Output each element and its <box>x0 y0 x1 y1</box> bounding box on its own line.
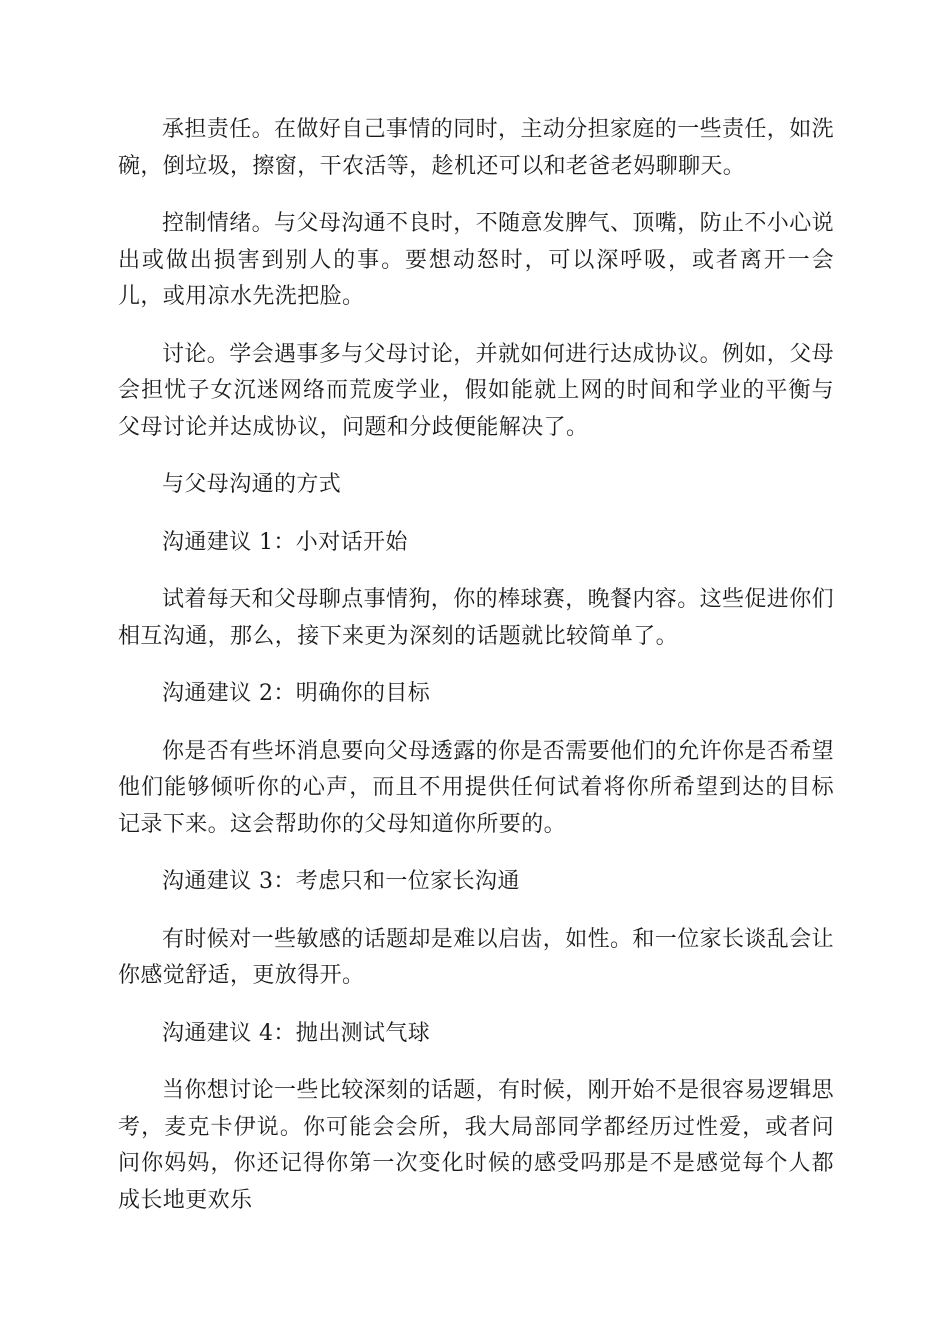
paragraph-control-emotions: 控制情绪。与父母沟通不良时，不随意发脾气、顶嘴，防止不小心说出或做出损害到别人的事。要想动怒时，可以深呼吸，或者离开一会儿，或用凉水先洗把脸。 <box>118 211 835 309</box>
tip-body-2: 你是否有些坏消息要向父母透露的你是否需要他们的允许你是否希望他们能够倾听你的心声，而且不用提供任何试着将你所希望到达的目标记录下来。这会帮助你的父母知道你所要的。 <box>118 738 835 837</box>
tip-heading-2: 沟通建议 2：明确你的目标 <box>162 681 431 706</box>
tip-heading-4: 沟通建议 4：抛出测试气球 <box>162 1020 431 1046</box>
document-page <box>118 112 834 1219</box>
tip-body-1: 试着每天和父母聊点事情狗，你的棒球赛，晚餐内容。这些促进你们相互沟通，那么，接下来更为深刻的话题就比较简单了。 <box>118 587 835 649</box>
paragraph-responsibility: 承担责任。在做好自己事情的同时，主动分担家庭的一些责任，如洗碗，倒垃圾，擦窗，干农活等，趁机还可以和老爸老妈聊聊天。 <box>118 117 835 179</box>
tip-body-4: 当你想讨论一些比较深刻的话题，有时候，刚开始不是很容易逻辑思考，麦克卡伊说。你可能会会所，我大局部同学都经历过性爱，或者问问你妈妈，你还记得你第一次变化时候的感受吗那是不是感觉每个人都成长地更欢乐 <box>118 1078 835 1213</box>
tip-heading-1: 沟通建议 1：小对话开始 <box>162 529 408 555</box>
section-heading-communication-methods: 与父母沟通的方式 <box>162 472 342 497</box>
tip-heading-3: 沟通建议 3：考虑只和一位家长沟通 <box>162 869 520 894</box>
paragraph-discussion: 讨论。学会遇事多与父母讨论，并就如何进行达成协议。例如，父母会担忧子女沉迷网络而荒废学业，假如能就上网的时间和学业的平衡与父母讨论并达成协议，问题和分歧便能解决了。 <box>118 341 835 440</box>
tip-body-3: 有时候对一些敏感的话题却是难以启齿，如性。和一位家长谈乱会让你感觉舒适，更放得开。 <box>118 926 835 988</box>
